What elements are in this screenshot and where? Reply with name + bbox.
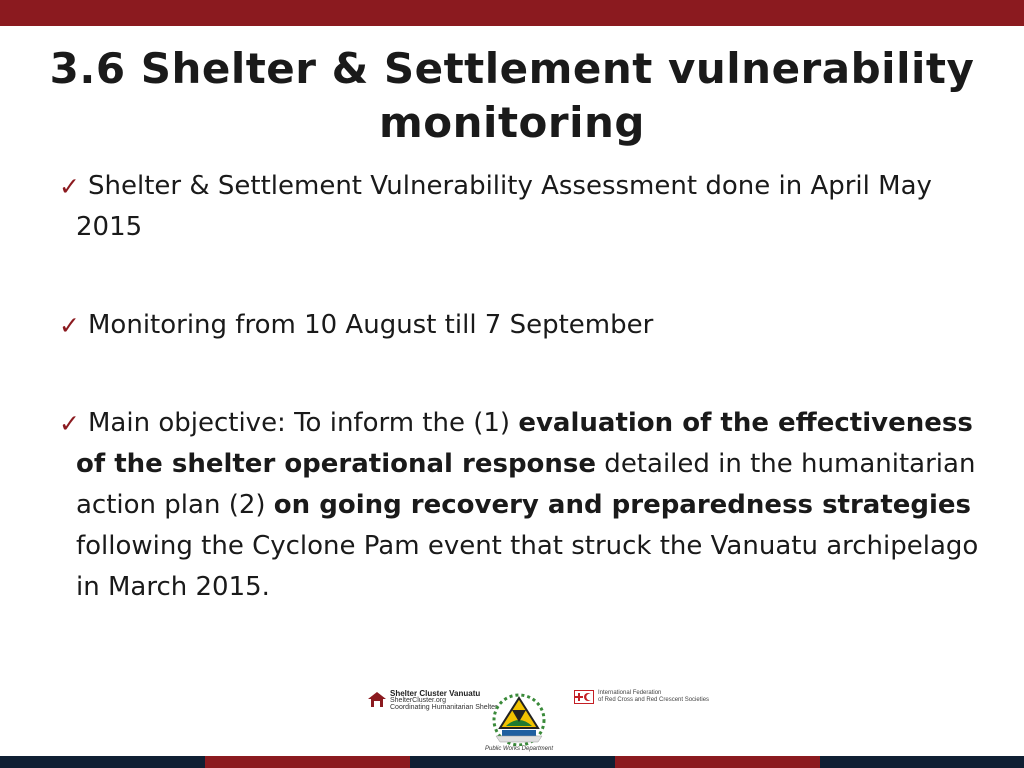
bullet-bold-part: evaluation of the effectiveness of the shelter operational response [76,408,973,479]
bullet-item [59,166,996,248]
bottom-bar-segment [205,756,410,768]
ifrc-logo [574,690,724,710]
bullet-bold-part: on going recovery and preparedness strategies [273,490,972,520]
bullet-text-part: following the Cyclone Pam event that struck the Vanuatu archipelago in March 2015. [76,531,979,602]
bullet-text-part: detailed in the humanitarian action plan (2) [76,449,976,520]
ifrc-name-line-1: International Federation [598,690,662,696]
shelter-cluster-name: Shelter Cluster Vanuatu [390,689,481,698]
bullet-item [59,305,996,346]
bullet-list [59,166,996,608]
shelter-cluster-tagline: Coordinating Humanitarian Shelter [390,704,498,711]
shelter-cluster-logo [366,688,498,714]
check-icon: ✓ [59,409,80,438]
partner-logos [0,684,1024,756]
public-works-caption: Public Works Department [484,746,554,752]
slide-title-line-1: 3.6 Shelter & Settlement vulnerability [49,44,975,93]
shelter-cluster-url: ShelterCluster.org [390,697,447,704]
slide-title-line-2: monitoring [379,98,645,147]
red-cross-crescent-icon [574,690,594,704]
bullet-text: Shelter & Settlement Vulnerability Assessment done in April May 2015 [76,171,932,242]
bottom-accent-bar [0,756,1024,768]
bullet-item [59,403,996,608]
bullet-text-part: Main objective: To inform the (1) [88,408,519,438]
bullet-text: Monitoring from 10 August till 7 September [88,310,654,340]
bottom-bar-segment [615,756,820,768]
public-works-seal [484,690,554,756]
seal-emblem-icon [484,690,554,746]
house-icon [366,690,388,708]
slide-title [0,42,1024,150]
check-icon: ✓ [59,172,80,201]
check-icon: ✓ [59,311,80,340]
ifrc-name-line-2: of Red Cross and Red Crescent Societies [598,697,710,703]
top-accent-bar [0,0,1024,26]
